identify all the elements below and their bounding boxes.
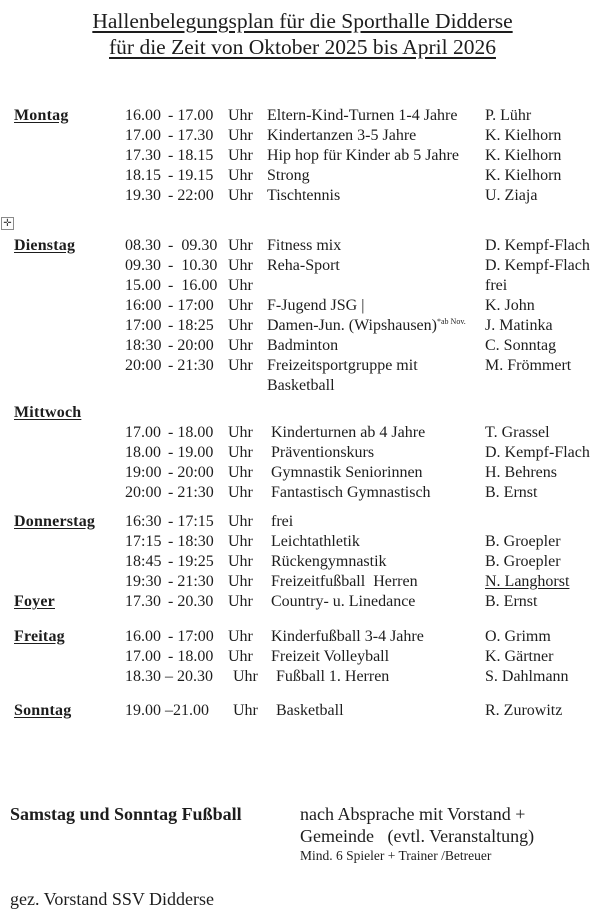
time-start-cell: 08.30 xyxy=(125,237,161,254)
time-unit-cell: Uhr xyxy=(228,337,253,354)
activity-text: frei xyxy=(267,513,294,530)
move-anchor-icon[interactable] xyxy=(1,217,14,230)
time-unit-cell: Uhr xyxy=(228,593,253,610)
activity-text: Basketball xyxy=(272,702,344,719)
day-cell xyxy=(14,106,125,126)
document-title-line1: Hallenbelegungsplan für die Sporthalle Didderse xyxy=(92,9,513,33)
move-anchor-glyph: ✛ xyxy=(3,217,12,229)
time-start-cell: 20:00 xyxy=(125,484,162,501)
activity-text: Freizeit Volleyball xyxy=(267,648,390,665)
time-start-cell: 17.00 xyxy=(125,424,161,441)
time-end-cell: - 18.15 xyxy=(168,147,214,164)
leader-cell: D. Kempf-Flach xyxy=(485,257,590,274)
time-unit-cell: Uhr xyxy=(228,484,253,501)
activity-cell xyxy=(267,316,485,336)
time-start-cell: 18:30 xyxy=(125,337,162,354)
schedule-row xyxy=(14,627,605,647)
leader-cell: D. Kempf-Flach xyxy=(485,237,590,254)
activity-cell xyxy=(267,483,485,503)
day-section-freitag xyxy=(14,627,605,687)
time-unit-cell: Uhr xyxy=(228,167,253,184)
time-end-cell: - 17.00 xyxy=(168,107,214,124)
time-unit-cell: Uhr xyxy=(228,317,253,334)
time-start-cell: 17:00 xyxy=(125,317,162,334)
time-start-cell: 17.00 xyxy=(125,127,161,144)
schedule-row xyxy=(14,356,605,376)
time-end-cell: - 21:30 xyxy=(168,484,214,501)
leader-cell: B. Groepler xyxy=(485,553,561,570)
schedule-row xyxy=(14,647,605,667)
time-unit-cell: Uhr xyxy=(228,357,253,374)
time-end-cell: - 18.00 xyxy=(168,424,214,441)
schedule-row xyxy=(14,423,605,443)
weekend-football-label: Samstag und Sonntag Fußball xyxy=(10,804,242,824)
leader-cell: N. Langhorst xyxy=(485,573,570,590)
day-label: Freitag xyxy=(14,628,65,645)
activity-text: Fitness mix xyxy=(267,237,342,254)
day-cell xyxy=(14,512,125,532)
schedule-row xyxy=(14,316,605,336)
day-label: Montag xyxy=(14,107,69,124)
activity-cell xyxy=(267,552,485,572)
time-start-cell: 19:30 xyxy=(125,573,162,590)
day-section-mittwoch xyxy=(14,403,605,503)
schedule-row xyxy=(14,376,605,396)
weekly-schedule xyxy=(0,106,605,721)
day-section-dienstag xyxy=(14,236,605,396)
schedule-row xyxy=(14,336,605,356)
time-start-cell: 19.30 xyxy=(125,187,161,204)
leader-cell: D. Kempf-Flach xyxy=(485,444,590,461)
schedule-row xyxy=(14,552,605,572)
leader-cell: K. Gärtner xyxy=(485,648,554,665)
time-unit-cell: Uhr xyxy=(228,513,253,530)
activity-text: Eltern-Kind-Turnen 1-4 Jahre xyxy=(267,107,458,124)
time-unit-cell: Uhr xyxy=(233,668,258,685)
time-end-cell: - 19:25 xyxy=(168,553,214,570)
time-end-cell: - 17:00 xyxy=(168,297,214,314)
activity-text: Präventionskurs xyxy=(267,444,375,461)
time-unit-cell: Uhr xyxy=(228,424,253,441)
activity-text: Kindertanzen 3-5 Jahre xyxy=(267,127,417,144)
schedule-row xyxy=(14,701,605,721)
time-unit-cell: Uhr xyxy=(228,553,253,570)
activity-text: Damen-Jun. (Wipshausen) xyxy=(267,317,437,334)
leader-cell: M. Frömmert xyxy=(485,357,572,374)
time-start-cell: 17:15 xyxy=(125,533,162,550)
day-cell xyxy=(14,627,125,647)
document-title-line2: für die Zeit von Oktober 2025 bis April 2026 xyxy=(109,35,496,59)
time-end-cell: - 19.15 xyxy=(168,167,214,184)
activity-cell xyxy=(267,236,485,256)
activity-cell xyxy=(267,627,485,647)
activity-footnote: *ab Nov. xyxy=(436,317,466,326)
time-start-cell: 19.00 – xyxy=(125,702,173,719)
time-end-cell: - 18:25 xyxy=(168,317,214,334)
time-unit-cell: Uhr xyxy=(228,187,253,204)
activity-text: F-Jugend JSG | xyxy=(267,297,365,314)
activity-text: Country- u. Linedance xyxy=(267,593,416,610)
day-section-foyer xyxy=(14,592,605,612)
leader-cell: K. Kielhorn xyxy=(485,147,562,164)
activity-cell xyxy=(267,647,485,667)
activity-text: Kinderfußball 3-4 Jahre xyxy=(267,628,424,645)
activity-cell xyxy=(267,443,485,463)
leader-cell: B. Ernst xyxy=(485,484,538,501)
leader-cell: S. Dahlmann xyxy=(485,668,569,685)
schedule-row xyxy=(14,126,605,146)
time-unit-cell: Uhr xyxy=(228,277,253,294)
time-start-cell: 16.00 xyxy=(125,628,161,645)
activity-cell xyxy=(267,296,485,316)
time-end-cell: - 20.30 xyxy=(168,593,214,610)
activity-text: Badminton xyxy=(267,337,339,354)
weekend-football-section xyxy=(0,803,605,864)
schedule-row xyxy=(14,256,605,276)
schedule-row xyxy=(14,166,605,186)
weekend-note-line3: Mind. 6 Spieler + Trainer /Betreuer xyxy=(300,848,492,863)
time-unit-cell: Uhr xyxy=(228,297,253,314)
time-start-cell: 17.00 xyxy=(125,648,161,665)
activity-text: Rückengymnastik xyxy=(267,553,387,570)
time-end-cell: - 10.30 xyxy=(168,257,218,274)
schedule-row xyxy=(14,572,605,592)
leader-cell: K. John xyxy=(485,297,535,314)
signature-line: gez. Vorstand SSV Didderse xyxy=(10,889,214,909)
activity-cell xyxy=(267,376,485,396)
schedule-row xyxy=(14,276,605,296)
day-cell xyxy=(14,592,125,612)
time-start-cell: 09.30 xyxy=(125,257,161,274)
time-end-cell: - 17.30 xyxy=(168,127,214,144)
activity-cell xyxy=(267,356,485,376)
leader-cell: O. Grimm xyxy=(485,628,551,645)
time-unit-cell: Uhr xyxy=(228,147,253,164)
leader-cell: T. Grassel xyxy=(485,424,550,441)
day-label: Donnerstag xyxy=(14,513,96,530)
time-end-cell: - 20:00 xyxy=(168,464,214,481)
activity-cell xyxy=(267,423,485,443)
activity-cell xyxy=(267,146,485,166)
activity-cell xyxy=(272,667,485,687)
time-start-cell: 18.15 xyxy=(125,167,161,184)
time-start-cell: 16:30 xyxy=(125,513,162,530)
time-end-cell: - 21:30 xyxy=(168,573,214,590)
time-end-cell: - 18.00 xyxy=(168,648,214,665)
activity-cell xyxy=(267,106,485,126)
time-start-cell: 16.00 xyxy=(125,107,161,124)
schedule-row xyxy=(14,667,605,687)
time-unit-cell: Uhr xyxy=(228,127,253,144)
activity-cell xyxy=(267,126,485,146)
day-header-row xyxy=(14,403,605,423)
leader-cell: K. Kielhorn xyxy=(485,127,562,144)
schedule-row xyxy=(14,592,605,612)
time-end-cell: - 21:30 xyxy=(168,357,214,374)
day-label: Mittwoch xyxy=(14,404,82,421)
day-section-donnerstag xyxy=(14,512,605,592)
schedule-row xyxy=(14,443,605,463)
time-start-cell: 16:00 xyxy=(125,297,162,314)
activity-text: Strong xyxy=(267,167,310,184)
schedule-row xyxy=(14,106,605,126)
schedule-row xyxy=(14,146,605,166)
time-unit-cell: Uhr xyxy=(228,237,253,254)
activity-cell xyxy=(267,463,485,483)
day-label: Dienstag xyxy=(14,237,76,254)
time-start-cell: 18:45 xyxy=(125,553,162,570)
time-start-cell: 17.30 xyxy=(125,147,161,164)
time-end-cell: - 19.00 xyxy=(168,444,214,461)
activity-cell xyxy=(267,512,485,532)
time-start-cell: 19:00 xyxy=(125,464,162,481)
time-end-cell: - 17:15 xyxy=(168,513,214,530)
activity-cell xyxy=(267,532,485,552)
weekend-football-notes xyxy=(300,803,534,864)
time-end-cell: 20.30 xyxy=(173,668,213,685)
activity-text: Fußball 1. Herren xyxy=(272,668,390,685)
leader-cell: J. Matinka xyxy=(485,317,553,334)
day-label: Sonntag xyxy=(14,702,72,719)
time-unit-cell: Uhr xyxy=(228,648,253,665)
activity-text: Basketball xyxy=(267,377,335,394)
schedule-row xyxy=(14,186,605,206)
activity-text: Fantastisch Gymnastisch xyxy=(267,484,431,501)
leader-cell: U. Ziaja xyxy=(485,187,538,204)
time-end-cell: - 22:00 xyxy=(168,187,214,204)
time-end-cell: - 18:30 xyxy=(168,533,214,550)
time-start-cell: 20:00 xyxy=(125,357,162,374)
leader-cell: H. Behrens xyxy=(485,464,557,481)
time-start-cell: 15.00 xyxy=(125,277,161,294)
time-unit-cell: Uhr xyxy=(228,257,253,274)
schedule-row xyxy=(14,296,605,316)
day-cell xyxy=(14,701,125,721)
leader-cell: R. Zurowitz xyxy=(485,702,563,719)
activity-cell xyxy=(267,166,485,186)
time-unit-cell: Uhr xyxy=(228,444,253,461)
activity-text: Tischtennis xyxy=(267,187,341,204)
time-start-cell: 18.30 – xyxy=(125,668,173,685)
schedule-row xyxy=(14,532,605,552)
activity-cell xyxy=(272,701,485,721)
activity-text: Freizeitfußball Herren xyxy=(267,573,418,590)
document-title xyxy=(0,0,605,60)
leader-cell: B. Ernst xyxy=(485,593,538,610)
activity-text: Leichtathletik xyxy=(267,533,360,550)
leader-cell: B. Groepler xyxy=(485,533,561,550)
leader-cell: P. Lühr xyxy=(485,107,532,124)
activity-text: Freizeitsportgruppe mit xyxy=(267,357,418,374)
time-unit-cell: Uhr xyxy=(228,464,253,481)
activity-cell xyxy=(267,256,485,276)
activity-cell xyxy=(267,592,485,612)
time-unit-cell: Uhr xyxy=(228,628,253,645)
time-end-cell: - 17:00 xyxy=(168,628,214,645)
leader-cell: frei xyxy=(485,277,508,294)
time-unit-cell: Uhr xyxy=(228,107,253,124)
day-cell xyxy=(14,236,125,256)
activity-text: Kinderturnen ab 4 Jahre xyxy=(267,424,426,441)
time-start-cell: 18.00 xyxy=(125,444,161,461)
activity-cell xyxy=(267,572,485,592)
schedule-row xyxy=(14,512,605,532)
schedule-row xyxy=(14,483,605,503)
time-end-cell: - 20:00 xyxy=(168,337,214,354)
schedule-row xyxy=(14,463,605,483)
schedule-row xyxy=(14,236,605,256)
time-end-cell: - 09.30 xyxy=(168,237,218,254)
activity-text: Gymnastik Seniorinnen xyxy=(267,464,423,481)
leader-cell: C. Sonntag xyxy=(485,337,557,354)
day-section-sonntag xyxy=(14,701,605,721)
time-start-cell: 17.30 xyxy=(125,593,161,610)
time-unit-cell: Uhr xyxy=(228,573,253,590)
activity-text: Reha-Sport xyxy=(267,257,340,274)
time-end-cell: - 16.00 xyxy=(168,277,218,294)
time-end-cell: 21.00 xyxy=(173,702,209,719)
time-unit-cell: Uhr xyxy=(233,702,258,719)
activity-cell xyxy=(267,336,485,356)
leader-cell: K. Kielhorn xyxy=(485,167,562,184)
day-section-montag xyxy=(14,106,605,206)
activity-cell xyxy=(267,186,485,206)
day-label: Foyer xyxy=(14,593,55,610)
weekend-note-line2: Gemeinde (evtl. Veranstaltung) xyxy=(300,826,535,846)
activity-text: Hip hop für Kinder ab 5 Jahre xyxy=(267,147,459,164)
time-unit-cell: Uhr xyxy=(228,533,253,550)
weekend-note-line1: nach Absprache mit Vorstand + xyxy=(300,804,526,824)
